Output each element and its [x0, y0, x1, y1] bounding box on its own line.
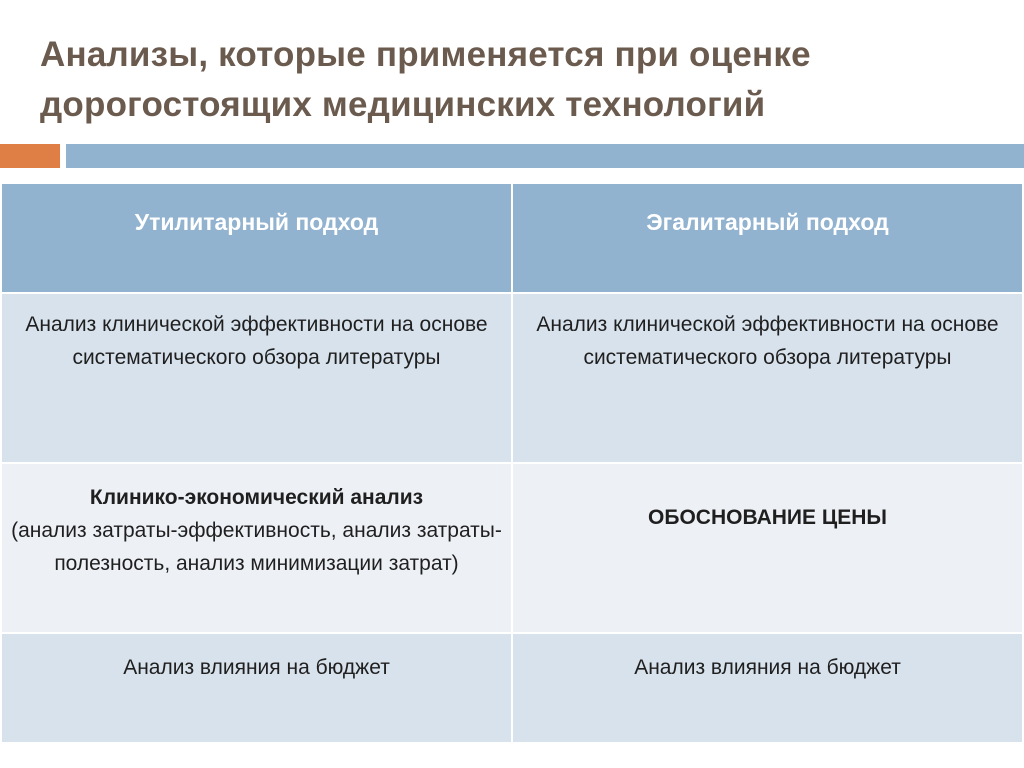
comparison-table-container [0, 182, 1024, 744]
accent-bar-blue [66, 144, 1024, 168]
slide-title: Анализы, которые применяется при оценке дорогостоящих медицинских технологий [40, 35, 811, 124]
table-row [1, 633, 1023, 743]
price-justification-text: ОБОСНОВАНИЕ ЦЕНЫ [648, 506, 887, 529]
cell-clinical-efficacy-right: Анализ клинической эффективности на основе систематического обзора литературы [512, 293, 1023, 463]
cell-economic-analysis-left [1, 463, 512, 633]
cell-price-justification-right [512, 463, 1023, 633]
accent-bar-orange [0, 144, 60, 168]
table-row [1, 293, 1023, 463]
comparison-table [0, 182, 1024, 744]
table-header-row [1, 183, 1023, 293]
header-egalitarian: Эгалитарный подход [512, 183, 1023, 293]
economic-analysis-detail: (анализ затраты-эффективность, анализ затраты-полезность, анализ минимизации затрат) [11, 519, 502, 575]
header-utilitarian: Утилитарный подход [1, 183, 512, 293]
cell-budget-impact-right: Анализ влияния на бюджет [512, 633, 1023, 743]
economic-analysis-title: Клинико-экономический анализ [89, 486, 424, 509]
cell-budget-impact-left: Анализ влияния на бюджет [1, 633, 512, 743]
table-row [1, 463, 1023, 633]
cell-clinical-efficacy-left: Анализ клинической эффективности на основе систематического обзора литературы [1, 293, 512, 463]
